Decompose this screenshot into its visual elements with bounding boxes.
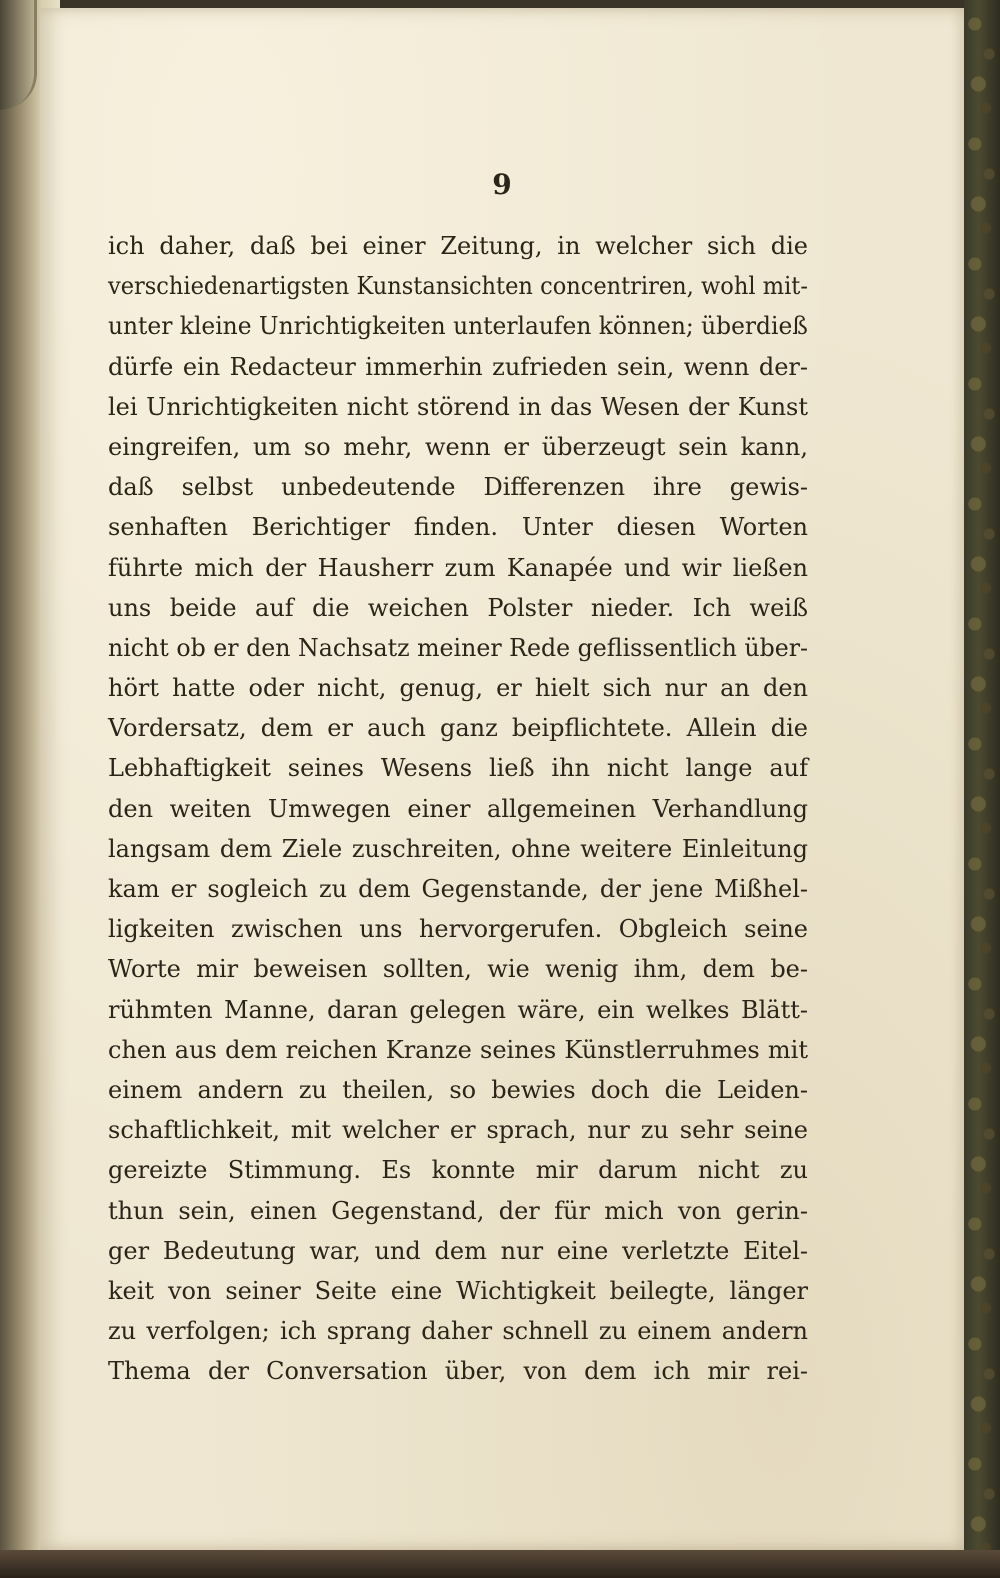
book-page xyxy=(40,8,964,1550)
text-line: gereizte Stimmung. Es konnte mir darum nicht zu xyxy=(108,1156,808,1185)
text-line: ligkeiten zwischen uns hervorgerufen. Obgleich seine xyxy=(108,915,808,944)
text-line: senhaften Berichtiger finden. Unter diesen Worten xyxy=(108,513,808,542)
text-line: keit von seiner Seite eine Wichtigkeit beilegte, länger xyxy=(108,1276,808,1305)
text-line: lei Unrichtigkeiten nicht störend in das Wesen der Kunst xyxy=(108,392,808,421)
text-line: den weiten Umwegen einer allgemeinen Verhandlung xyxy=(108,794,808,823)
text-line: verschiedenartigsten Kunstansichten concentriren, wohl mit- xyxy=(108,272,808,301)
text-line: schaftlichkeit, mit welcher er sprach, nur zu sehr seine xyxy=(108,1116,808,1145)
text-line: führte mich der Hausherr zum Kanapée und wir ließen xyxy=(108,553,808,582)
page-number: 9 xyxy=(492,168,512,201)
text-line: hört hatte oder nicht, genug, er hielt sich nur an den xyxy=(108,674,808,703)
text-line: ger Bedeutung war, und dem nur eine verletzte Eitel- xyxy=(108,1236,808,1265)
marbled-cover-board xyxy=(964,0,1000,1578)
text-line: langsam dem Ziele zuschreiten, ohne weitere Einleitung xyxy=(108,834,808,863)
text-line: Vordersatz, dem er auch ganz beipflichtete. Allein die xyxy=(108,714,808,743)
cover-bottom-edge xyxy=(0,1550,1000,1578)
text-line: rühmten Manne, daran gelegen wäre, ein welkes Blätt- xyxy=(108,995,808,1024)
text-line: kam er sogleich zu dem Gegenstande, der jene Mißhel- xyxy=(108,875,808,903)
text-line: Worte mir beweisen sollten, wie wenig ihm, dem be- xyxy=(108,955,808,984)
text-line: chen aus dem reichen Kranze seines Künstlerruhmes mit xyxy=(108,1035,808,1064)
text-line: daß selbst unbedeutende Differenzen ihre gewis- xyxy=(108,473,808,502)
text-line: nicht ob er den Nachsatz meiner Rede geflissentlich über- xyxy=(108,633,809,662)
text-line: uns beide auf die weichen Polster nieder. Ich weiß xyxy=(108,593,808,622)
text-line: Lebhaftigkeit seines Wesens ließ ihn nicht lange auf xyxy=(108,754,808,783)
body-text xyxy=(108,226,808,1391)
text-line: thun sein, einen Gegenstand, der für mich von gerin- xyxy=(108,1196,808,1225)
text-line: Thema der Conversation über, von dem ich mir rei- xyxy=(108,1357,808,1386)
text-line: ich daher, daß bei einer Zeitung, in welcher sich die xyxy=(108,232,808,260)
text-line: unter kleine Unrichtigkeiten unterlaufen können; überdieß xyxy=(108,312,808,341)
text-line: dürfe ein Redacteur immerhin zufrieden sein, wenn der- xyxy=(108,352,808,381)
text-line: einem andern zu theilen, so bewies doch die Leiden- xyxy=(108,1075,808,1104)
text-line: zu verfolgen; ich sprang daher schnell zu einem andern xyxy=(108,1317,808,1346)
text-line: eingreifen, um so mehr, wenn er überzeugt sein kann, xyxy=(108,432,808,461)
